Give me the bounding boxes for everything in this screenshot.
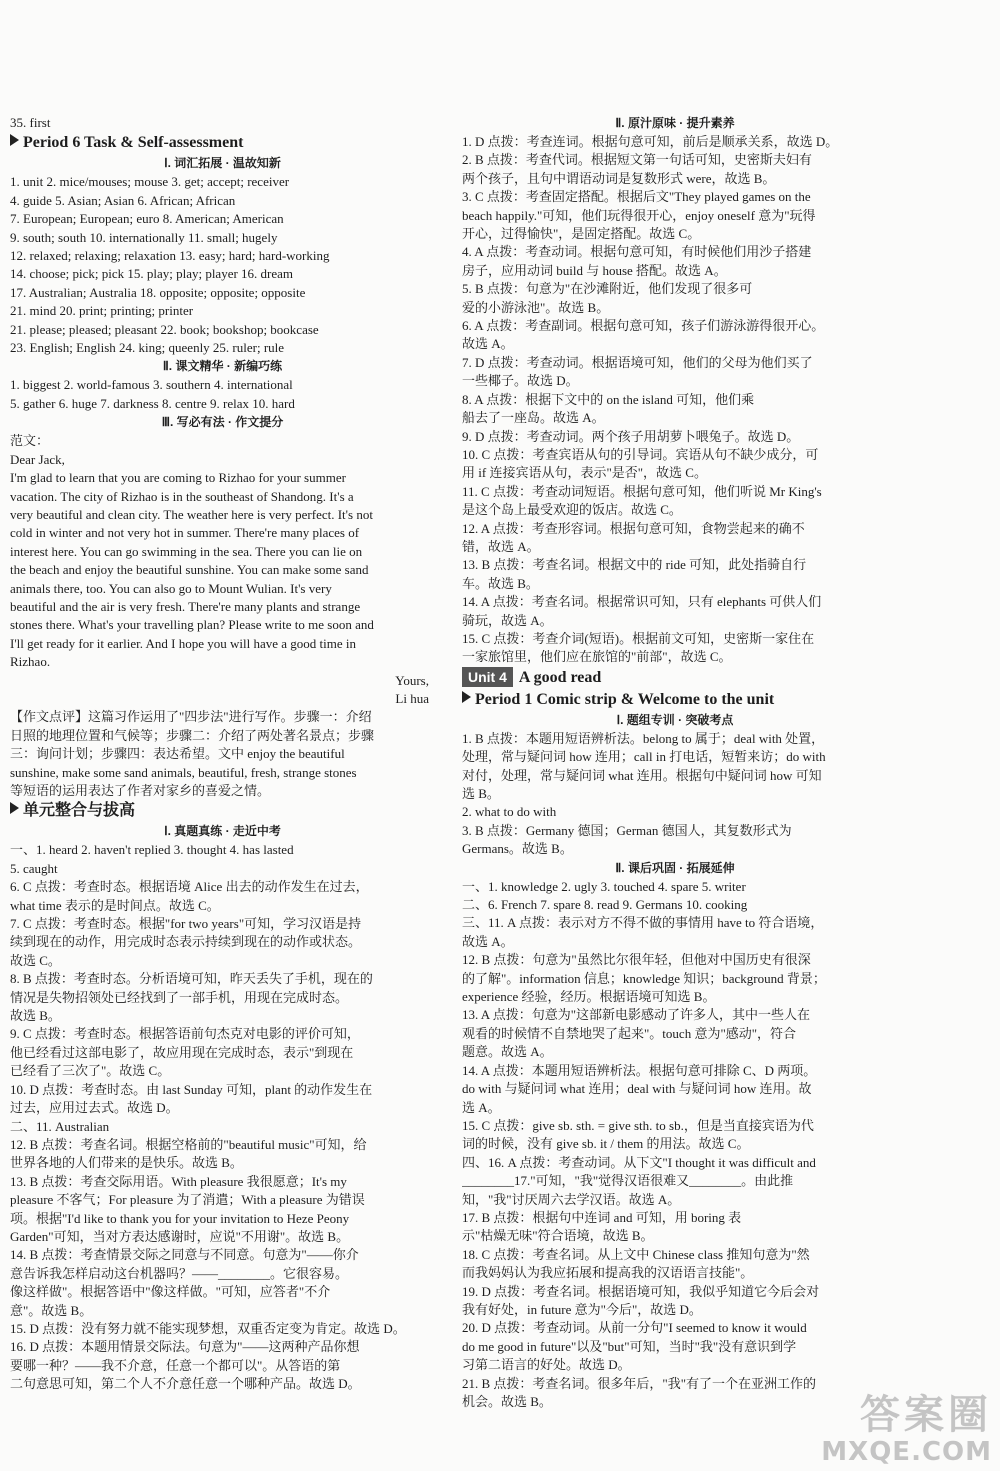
text-line: 骑玩，故选 A。 (462, 612, 553, 628)
text-line: 题意。故选 A。 (462, 1044, 553, 1060)
text-line: 12. A 点拨：考查形容词。根据句意可知，食物尝起来的确不 (462, 520, 805, 536)
period-heading-text: Period 6 Task & Self-assessment (23, 134, 244, 152)
text-line: 习第二语言的好处。故选 D。 (462, 1357, 631, 1373)
text-line: 三、11. A 点拨：表示对方不得不做的事情用 have to 符合语境， (462, 915, 824, 931)
text-line: very beautiful and clean city. The weather here is very perfect. It's not (10, 506, 373, 522)
text-line: 选 A。 (462, 1099, 501, 1115)
text-line: 11. C 点拨：考查动词短语。根据句意可知，他们听说 Mr King's (462, 483, 822, 499)
text-line: 一、1. knowledge 2. ugly 3. touched 4. spare 5. writer (462, 878, 746, 894)
text-line: 词的时候，没有 give sb. it / them 的用法。故选 C。 (462, 1136, 750, 1152)
triangle-bullet-icon (10, 134, 19, 146)
text-line: 三：询问计划；步骤四：表达希望。文中 enjoy the beautiful (10, 746, 345, 762)
text-line: 20. D 点拨：考查动词。从前一分句"I seemed to know it would (462, 1320, 807, 1336)
text-line: the beach and enjoy the beautiful sunshine. You can make some sand (10, 562, 369, 578)
text-line: 21. mind 20. print; printing; printer (10, 303, 194, 319)
text-line: 二、11. Australian (10, 1118, 110, 1134)
text-line: 观看的时候情不自禁地哭了起来"。touch 意为"感动"，符合 (462, 1025, 797, 1041)
signature-line: Li hua (395, 690, 429, 706)
text-line: 19. D 点拨：考查名词。根据语境可知，我似乎知道它今后会对 (462, 1283, 820, 1299)
text-line: 18. C 点拨：考查名词。从上文中 Chinese class 推知句意为"然 (462, 1246, 810, 1262)
text-line: 3. C 点拨：考查固定搭配。根据后文"They played games on the (462, 189, 811, 205)
text-line: 已经看了三次了"。故选 C。 (10, 1063, 171, 1079)
text-line: 1. unit 2. mice/mouses; mouse 3. get; accept; receiver (10, 174, 290, 190)
text-line: 7. C 点拨：考查时态。根据"for two years"可知，学习汉语是持 (10, 916, 362, 932)
text-line: 世界各地的人们带来的是快乐。故选 B。 (10, 1155, 243, 1171)
unit-badge: Unit 4 (462, 667, 513, 687)
text-line: 对付，处理，常与疑问词 what 连用。根据句中疑问词 how 可知 (462, 767, 822, 783)
text-line: I'll get ready for it earlier. And I hope you will have a good time in (10, 635, 357, 651)
text-line: 16. D 点拨：本题用情景交际法。句意为"——这两种产品你想 (10, 1339, 360, 1355)
text-line: 日照的地理位置和气候等；步骤二：介绍了两处著名景点；步骤 (10, 727, 375, 743)
text-line: 7. D 点拨：考查动词。根据语境可知，他们的父母为他们买了 (462, 354, 813, 370)
text-line: do me good in future"以及"but"可知，当时"我"没有意识到学 (462, 1338, 797, 1354)
text-line: Dear Jack, (10, 451, 65, 467)
text-line: 10. C 点拨：考查宾语从句的引导词。宾语从句不缺少成分，可 (462, 446, 819, 462)
section-heading: Ⅱ. 原汁原味 · 提升素养 (615, 116, 735, 130)
text-line: pleasure 不客气；For pleasure 为了消遣；With a pleasure 为错误 (10, 1192, 365, 1208)
text-line: 处理，常与疑问词 how 连用；call in 打电话，短暂来访；do with (462, 749, 826, 765)
text-line: 四、16. A 点拨：考查动词。从下文"I thought it was difficult and (462, 1154, 816, 1170)
text-line: 6. C 点拨：考查时态。根据语境 Alice 出去的动作发生在过去， (10, 879, 369, 895)
text-line: 船去了一座岛。故选 A。 (462, 410, 605, 426)
text-line: 14. choose; pick; pick 15. play; play; player 16. dream (10, 266, 294, 282)
period-heading-text: Period 1 Comic strip & Welcome to the unit (475, 690, 775, 708)
text-line: 21. B 点拨：考查名词。很多年后，"我"有了一个在亚洲工作的 (462, 1375, 817, 1391)
text-line: 1. biggest 2. world-famous 3. southern 4. international (10, 377, 293, 393)
text-line: 等短语的运用表达了作者对家乡的喜爱之情。 (10, 783, 271, 798)
text-line: do with 与疑问词 what 连用；deal with 与疑问词 how 连用。故 (462, 1081, 812, 1097)
section-heading: Ⅱ. 课后巩固 · 拓展延伸 (615, 860, 735, 875)
text-line: 示"枯燥无味"符合语境，故选 B。 (462, 1228, 654, 1244)
watermark (821, 1393, 992, 1467)
text-line: 二句意思可知，第二个人不介意任意一个哪种产品。故选 D。 (10, 1376, 361, 1392)
text-line: 9. south; south 10. internationally 11. small; hugely (10, 229, 278, 245)
text-line: 故选 B。 (10, 1008, 61, 1024)
text-line: 意"。故选 B。 (10, 1302, 93, 1318)
text-line: 意告诉我怎样启动这台机器吗？——________。它很容易。 (10, 1265, 349, 1281)
text-line: 一家旅馆里，他们应在旅馆的"前部"，故选 C。 (462, 649, 732, 665)
section-heading: Ⅱ. 课文精华 · 新编巧练 (162, 359, 283, 374)
text-line: 他已经看过这部电影了，故应用现在完成时态，表示"到现在 (10, 1044, 354, 1060)
text-line: 错，故选 A。 (462, 538, 540, 554)
text-line: 14. A 点拨：考查名词。根据常识可知，只有 elephants 可供人们 (462, 594, 822, 610)
text-line: 两个孩子，且句中谓语动词是复数形式 were，故选 B。 (462, 170, 776, 186)
text-line: 1. B 点拨：本题用短语辨析法。belong to 属于；deal with 处置， (462, 730, 825, 746)
text-line: 一些椰子。故选 D。 (462, 373, 579, 389)
text-line: 故选 C。 (10, 952, 61, 968)
period-heading (462, 689, 888, 711)
text-line: beautiful and the air is very fresh. There're many plants and strange (10, 598, 361, 614)
text-line: 故选 A。 (462, 336, 514, 352)
text-line: vacation. The city of Rizhao is in the southeast of Shandong. It's a (10, 488, 354, 504)
text-line: interest here. You can go swimming in the sea. There you can lie on (10, 543, 363, 559)
text-line: 【作文点评】这篇习作运用了"四步法"进行写作。步骤一：介绍 (10, 709, 372, 725)
text-line: 17. B 点拨：根据句中连词 and 可知，用 boring 表 (462, 1209, 742, 1225)
section-heading: Ⅲ. 写必有法 · 作文提分 (161, 415, 284, 430)
text-line: sunshine, make some sand animals, beautiful, fresh, strange stones (10, 764, 357, 780)
watermark-url: MXQE.COM (821, 1437, 992, 1467)
text-line: 5. gather 6. huge 7. darkness 8. centre 9. relax 10. hard (10, 395, 295, 411)
left-column (10, 114, 435, 1394)
text-line: I'm glad to learn that you are coming to Rizhao for your summer (10, 470, 346, 486)
text-line: 5. B 点拨：句意为"在沙滩附近，他们发现了很多可 (462, 281, 753, 297)
text-line: 我有好处，in future 意为"今后"，故选 D。 (462, 1301, 702, 1317)
text-line: 房子，应用动词 build 与 house 搭配。故选 A。 (462, 262, 727, 278)
text-line: 10. D 点拨：考查时态。由 last Sunday 可知，plant 的动作发生在 (10, 1081, 373, 1097)
text-line: 用 if 连接宾语从句，表示"是否"，故选 C。 (462, 465, 707, 481)
text-line: 过去，应用过去式。故选 D。 (10, 1100, 179, 1116)
text-line: 选 B。 (462, 786, 500, 801)
text-line: what time 表示的是时间点。故选 C。 (10, 897, 220, 913)
text-line: Garden"可知，当对方表达感谢时，应说"不用谢"。故选 B。 (10, 1228, 350, 1244)
text-line: 范文： (10, 433, 50, 449)
unit-heading (462, 667, 888, 689)
text-line: 8. A 点拨：根据下文中的 on the island 可知，他们乘 (462, 391, 755, 407)
period-heading-text: 单元整合与拔高 (23, 802, 136, 820)
triangle-bullet-icon (462, 691, 471, 703)
text-line: 5. caught (10, 860, 58, 876)
unit-title: A good read (518, 668, 602, 686)
text-line: 21. please; pleased; pleasant 22. book; bookshop; bookcase (10, 321, 319, 337)
triangle-bullet-icon (10, 802, 19, 814)
text-line: cold in winter and not very hot in summer. There're many places of (10, 525, 360, 541)
section-heading: Ⅰ. 词汇拓展 · 温故知新 (164, 156, 281, 171)
text-line: 4. guide 5. Asian; Asian 6. African; African (10, 192, 236, 208)
text-line: 的了解"。information 信息；knowledge 知识；background 背景； (462, 970, 826, 986)
text-line: 9. C 点拨：考查时态。根据答语前句杰克对电影的评价可知， (10, 1026, 360, 1042)
signature-line: Yours, (395, 672, 429, 688)
period-heading (10, 132, 435, 154)
text-line: 12. relaxed; relaxing; relaxation 13. easy; hard; hard-working (10, 248, 330, 264)
text-line: 7. European; European; euro 8. American; American (10, 211, 284, 227)
right-column (462, 114, 888, 1411)
text-line: 续到现在的动作，用完成时态表示持续到现在的动作或状态。 (10, 934, 362, 950)
text-line: ________17."可知，"我"觉得汉语很难又________。由此推 (462, 1173, 794, 1189)
period-heading (10, 800, 435, 822)
text-line: 4. A 点拨：考查动词。根据句意可知，有时候他们用沙子搭建 (462, 244, 812, 260)
text-line: 14. A 点拨：本题用短语辨析法。根据句意可排除 C、D 两项。 (462, 1062, 817, 1078)
text-line: experience 经验，经历。根据语境可知选 B。 (462, 989, 716, 1005)
text-line: 知，"我"讨厌周六去学汉语。故选 A。 (462, 1191, 681, 1207)
text-line: animals there, too. You can also go to Mount Wulian. It's very (10, 580, 332, 596)
text-line: 开心，过得愉快"，是固定搭配。故选 C。 (462, 226, 701, 242)
text-line: stones there. What's your travelling plan? Please write to me soon and (10, 617, 374, 633)
text-line: 9. D 点拨：考查动词。两个孩子用胡萝卜喂兔子。故选 D。 (462, 428, 800, 444)
text-line: 像这样做"。根据答语中"像这样做。"可知，应答者"不介 (10, 1284, 331, 1300)
section-heading: Ⅰ. 题组专训 · 突破考点 (616, 712, 734, 727)
text-line: beach happily."可知，他们玩得很开心，enjoy oneself 意为"玩得 (462, 207, 816, 223)
watermark-logo-text: 答案圈 (860, 1392, 992, 1438)
text-line: 机会。故选 B。 (462, 1394, 552, 1409)
text-line: 二、6. French 7. spare 8. read 9. Germans 10. cooking (462, 897, 748, 913)
text-line: 17. Australian; Australia 18. opposite; opposite; opposite (10, 284, 306, 300)
text-line: 情况是失物招领处已经找到了一部手机，用现在完成时态。 (10, 989, 349, 1005)
text-line: 6. A 点拨：考查副词。根据句意可知，孩子们游泳游得很开心。 (462, 318, 825, 334)
text-line: 13. B 点拨：考查交际用语。With pleasure 我很愿意；It's my (10, 1173, 347, 1189)
text-line: 1. D 点拨：考查连词。根据句意可知，前后是顺承关系，故选 D。 (462, 134, 839, 149)
text-line: 12. B 点拨：句意为"虽然比尔很年轻，但他对中国历史有很深 (462, 952, 811, 968)
text-line: 爱的小游泳池"。故选 B。 (462, 299, 610, 315)
text-line: 是这个岛上最受欢迎的饭店。故选 C。 (462, 502, 682, 518)
text-line: Rizhao. (10, 654, 51, 670)
text-line: Germans。故选 B。 (462, 841, 573, 857)
text-line: 15. C 点拨：give sb. sth. = give sth. to sb.，但是当直接宾语为代 (462, 1117, 814, 1133)
text-line: 15. D 点拨：没有努力就不能实现梦想，双重否定变为肯定。故选 D。 (10, 1320, 406, 1336)
text-line: 13. B 点拨：考查名词。根据文中的 ride 可知，此处指骑自行 (462, 557, 807, 573)
text-line: 2. what to do with (462, 804, 557, 820)
section-heading: Ⅰ. 真题真练 · 走近中考 (164, 824, 281, 839)
text-line: 而我妈妈认为我应拓展和提高我的汉语语言技能"。 (462, 1265, 754, 1281)
text-line: 23. English; English 24. king; queenly 25. ruler; rule (10, 340, 285, 356)
text-line: 项。根据"I'd like to thank you for your invitation to Heze Peony (10, 1210, 350, 1226)
text-line: 2. B 点拨：考查代词。根据短文第一句话可知，史密斯夫妇有 (462, 152, 812, 168)
text-line: 12. B 点拨：考查名词。根据空格前的"beautiful music"可知，给 (10, 1136, 367, 1152)
text-line: 35. first (10, 115, 51, 130)
text-line: 8. B 点拨：考查时态。分析语境可知，昨天丢失了手机，现在的 (10, 971, 373, 987)
text-line: 14. B 点拨：考查情景交际之同意与不同意。句意为"——你介 (10, 1247, 359, 1263)
text-line: 一、1. heard 2. haven't replied 3. thought 4. has lasted (10, 842, 294, 858)
text-line: 13. A 点拨：句意为"这部新电影感动了许多人，其中一些人在 (462, 1007, 811, 1023)
text-line: 车。故选 B。 (462, 575, 539, 591)
text-line: 15. C 点拨：考查介词(短语)。根据前文可知，史密斯一家住在 (462, 630, 815, 646)
text-line: 故选 A。 (462, 933, 514, 949)
text-line: 要哪一种？——我不介意，任意一个都可以"。从答语的第 (10, 1357, 341, 1373)
text-line: 3. B 点拨：Germany 德国；German 德国人，其复数形式为 (462, 822, 792, 838)
